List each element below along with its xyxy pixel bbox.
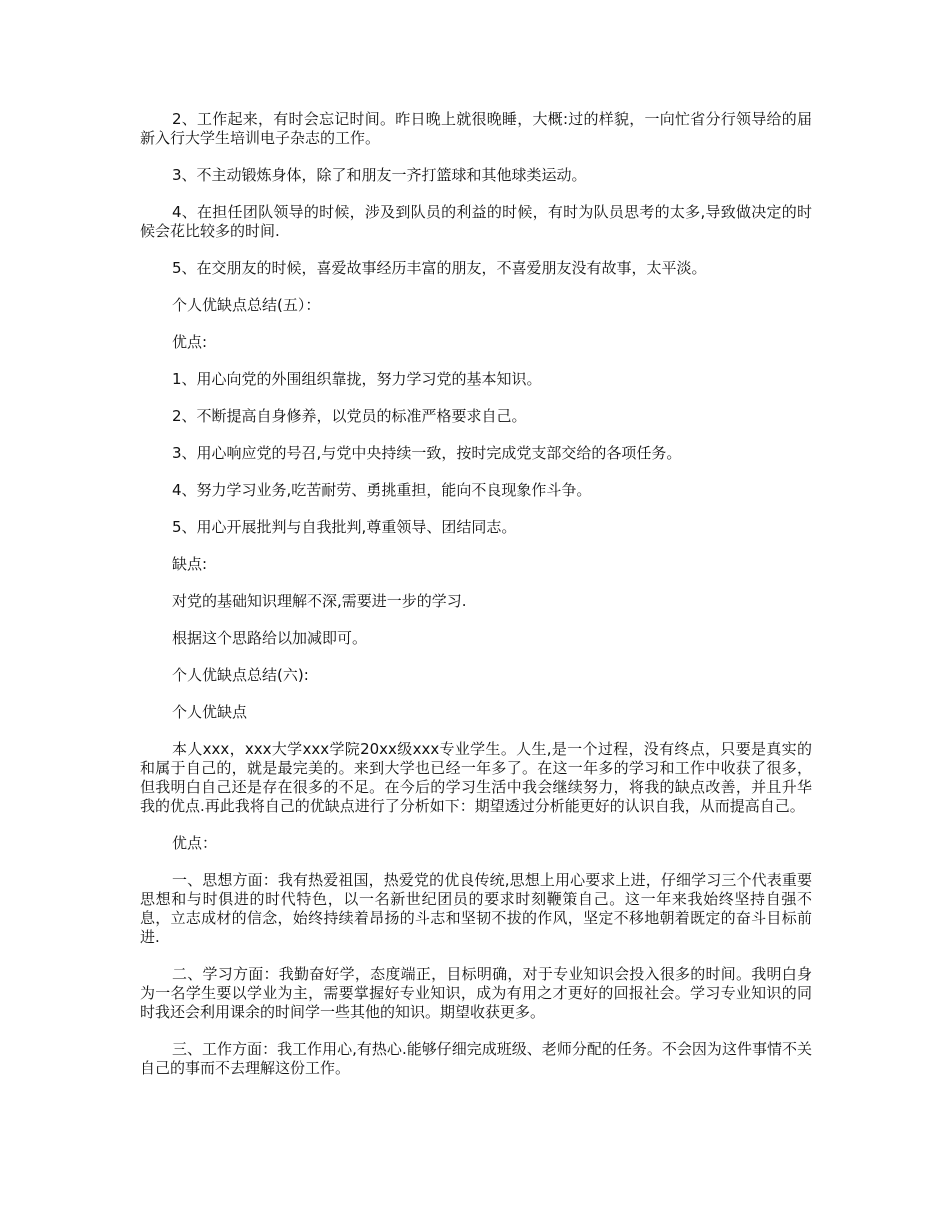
- paragraph: 本人xxx，xxx大学xxx学院20xx级xxx专业学生。人生,是一个过程，没有终点，只要是真实的和属于自己的，就是最完美的。来到大学也已经一年多了。在这一年多的学习和工作中收获了很多，但我明白自己还是存在很多的不足。在今后的学习生活中我会继续努力，将我的缺点改善，并且升华我的优点.再此我将自己的优缺点进行了分析如下：期望透过分析能更好的认识自我，从而提高自己。: [140, 740, 812, 815]
- subheading: 个人优缺点: [172, 703, 248, 721]
- section-heading: 个人优缺点总结(六):: [172, 666, 309, 684]
- paragraph: 2、不断提高自身修养，以党员的标准严格要求自己。: [172, 407, 527, 425]
- paragraph: 4、努力学习业务,吃苦耐劳、勇挑重担，能向不良现象作斗争。: [172, 481, 592, 499]
- section-heading: 个人优缺点总结(五）：: [172, 296, 321, 314]
- paragraph: 4、在担任团队领导的时候，涉及到队员的利益的时候，有时为队员思考的太多,导致做决定的时候会花比较多的时间.: [140, 203, 812, 240]
- subheading: 缺点:: [172, 555, 208, 573]
- paragraph: 5、用心开展批判与自我批判,尊重领导、团结同志。: [172, 518, 517, 536]
- paragraph: 3、不主动锻炼身体，除了和朋友一齐打篮球和其他球类运动。: [172, 166, 587, 184]
- paragraph: 根据这个思路给以加减即可。: [172, 629, 368, 647]
- paragraph: 一、思想方面：我有热爱祖国，热爱党的优良传统,思想上用心要求上进，仔细学习三个代表重要思想和与时俱进的时代特色，以一名新世纪团员的要求时刻鞭策自己。这一年来我始终坚持自强不息，立志成材的信念，始终持续着昂扬的斗志和坚韧不拔的作风，坚定不移地朝着既定的奋斗目标前进.: [140, 871, 812, 946]
- paragraph: 二、学习方面：我勤奋好学，态度端正，目标明确，对于专业知识会投入很多的时间。我明白身为一名学生要以学业为主，需要掌握好专业知识，成为有用之才更好的回报社会。学习专业知识的同时我还会利用课余的时间学一些其他的知识。期望收获更多。: [140, 965, 812, 1021]
- paragraph: 1、用心向党的外围组织靠拢，努力学习党的基本知识。: [172, 370, 542, 388]
- paragraph: 2、工作起来，有时会忘记时间。昨日晚上就很晚睡，大概:过的样貌，一向忙省分行领导给的届新入行大学生培训电子杂志的工作。: [140, 110, 812, 147]
- paragraph: 5、在交朋友的时候，喜爱故事经历丰富的朋友，不喜爱朋友没有故事，太平淡。: [172, 259, 707, 277]
- subheading: 优点：: [172, 834, 218, 852]
- subheading: 优点:: [172, 333, 208, 351]
- paragraph: 3、用心响应党的号召,与党中央持续一致，按时完成党支部交给的各项任务。: [172, 444, 682, 462]
- paragraph: 三、工作方面：我工作用心,有热心.能够仔细完成班级、老师分配的任务。不会因为这件事情不关自己的事而不去理解这份工作。: [140, 1040, 812, 1077]
- paragraph: 对党的基础知识理解不深,需要进一步的学习.: [172, 592, 467, 610]
- document-body: [140, 110, 812, 1096]
